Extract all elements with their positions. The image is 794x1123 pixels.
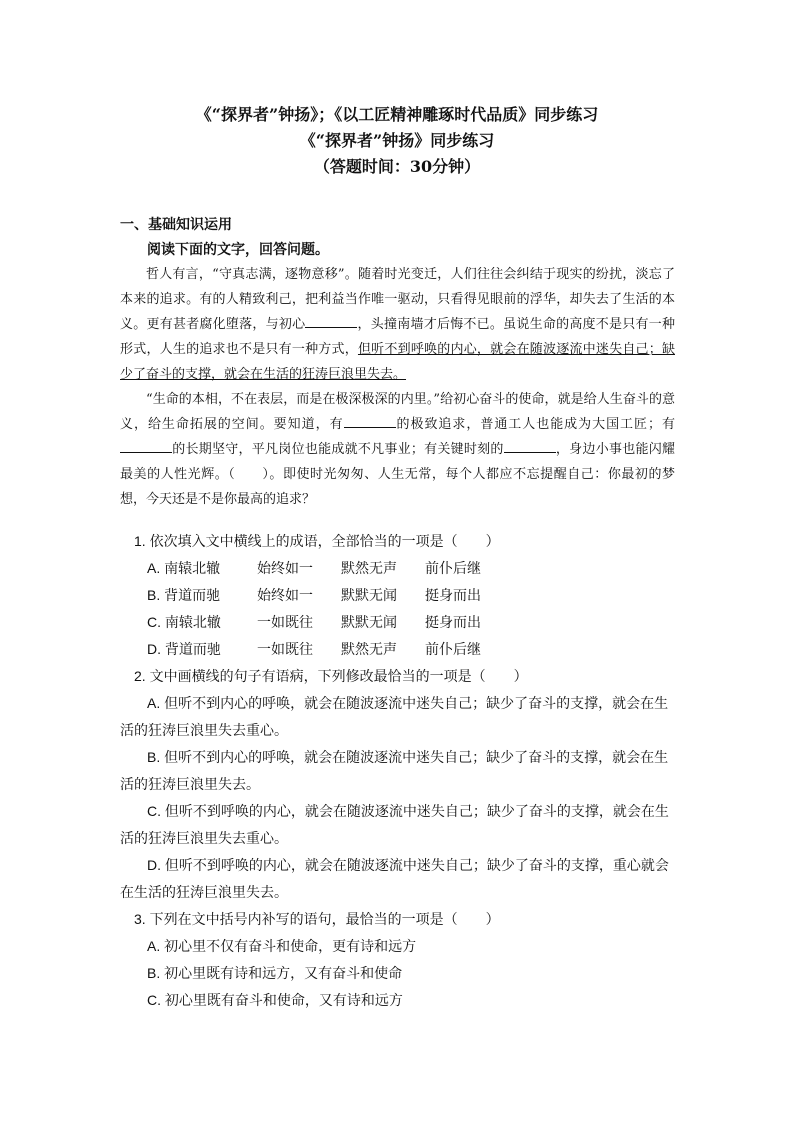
passage-text: ，身边小事也能闪耀最美的人性光辉。（ ）。即使时光匆匆、人生无常，每个人都应不忘提醒自己：你最初的梦想，今天还是不是你最高的追求？ <box>120 442 675 507</box>
question-2-option: B. 但听不到内心的呼唤，就会在随波逐流中迷失自己；缺少了奋斗的支撑，就会在生活的狂涛巨浪里失去。 <box>120 749 669 792</box>
document-subtitle: 《“探界者”钟扬》同步练习 <box>299 131 495 150</box>
fill-blank <box>504 438 556 453</box>
passage-text: ，头撞南墙才后悔不已。虽说生命的高度不是只有一种形式，人生的追求也不是只有一种方式， <box>120 317 675 357</box>
question-3-option: B. 初心里既有诗和远方，又有奋斗和使命 <box>147 965 403 981</box>
section-heading: 一、基础知识运用 <box>120 217 232 233</box>
passage-text: “生命的本相，不在表层，而是在极深极深的内里。”给初心奋斗的使命，就是给人生奋斗的意义，给生命拓展的空间。要知道，有 <box>120 392 675 432</box>
passage-paragraph <box>120 262 675 387</box>
passage-text: 的长期坚守，平凡岗位也能成就不凡事业；有关键时刻的 <box>172 442 504 457</box>
question-3-option: A. 初心里不仅有奋斗和使命，更有诗和远方 <box>147 938 417 954</box>
underlined-sentence: 但听不到呼唤的内心，就会在随波逐流中迷失自己；缺少了奋斗的支撑，就会在生活的狂涛巨浪里失去。 <box>120 342 675 382</box>
question-2-option: A. 但听不到内心的呼唤，就会在随波逐流中迷失自己；缺少了奋斗的支撑，就会在生活的狂涛巨浪里失去重心。 <box>120 695 669 738</box>
document-title: 《“探界者”钟扬》；《以工匠精神雕琢时代品质》同步练习 <box>195 105 599 124</box>
question-3-stem: 3. 下列在文中括号内补写的语句，最恰当的一项是（ ） <box>134 911 500 927</box>
question-1-stem: 1. 依次填入文中横线上的成语，全部恰当的一项是（ ） <box>134 533 500 549</box>
question-3-option: C. 初心里既有奋斗和使命，又有诗和远方 <box>147 992 403 1008</box>
fill-blank <box>305 313 357 328</box>
question-1-option: D. 背道而驰 一如既往 默然无声 前仆后继 <box>147 641 481 657</box>
passage-paragraph <box>120 387 675 512</box>
question-1-option: A. 南辕北辙 始终如一 默然无声 前仆后继 <box>147 560 481 576</box>
fill-blank <box>120 438 172 453</box>
question-2-stem: 2. 文中画横线的句子有语病，下列修改最恰当的一项是（ ） <box>134 668 528 684</box>
passage-text: 哲人有言，“守真志满，逐物意移”。随着时光变迁，人们往往会纠结于现实的纷扰，淡忘了本来的追求。有的人精致利己，把利益当作唯一驱动，只看得见眼前的浮华，却失去了生活的本义。更有甚者腐化堕落，与初心 <box>120 267 675 332</box>
time-limit: （答题时间：30分钟） <box>313 157 481 176</box>
question-2-option: D. 但听不到呼唤的内心，就会在随波逐流中迷失自己；缺少了奋斗的支撑，重心就会在生活的狂涛巨浪里失去。 <box>120 857 669 900</box>
question-1-option: C. 南辕北辙 一如既往 默默无闻 挺身而出 <box>147 614 481 630</box>
reading-passage <box>120 262 675 512</box>
question-2-option: C. 但听不到呼唤的内心，就会在随波逐流中迷失自己；缺少了奋斗的支撑，就会在生活的狂涛巨浪里失去重心。 <box>120 803 669 846</box>
passage-text: 的极致追求，普通工人也能成为大国工匠；有 <box>395 417 675 432</box>
questions <box>120 528 676 1014</box>
fill-blank <box>344 413 396 428</box>
instruction: 阅读下面的文字，回答问题。 <box>147 242 329 258</box>
question-1-option: B. 背道而驰 始终如一 默默无闻 挺身而出 <box>147 587 481 603</box>
